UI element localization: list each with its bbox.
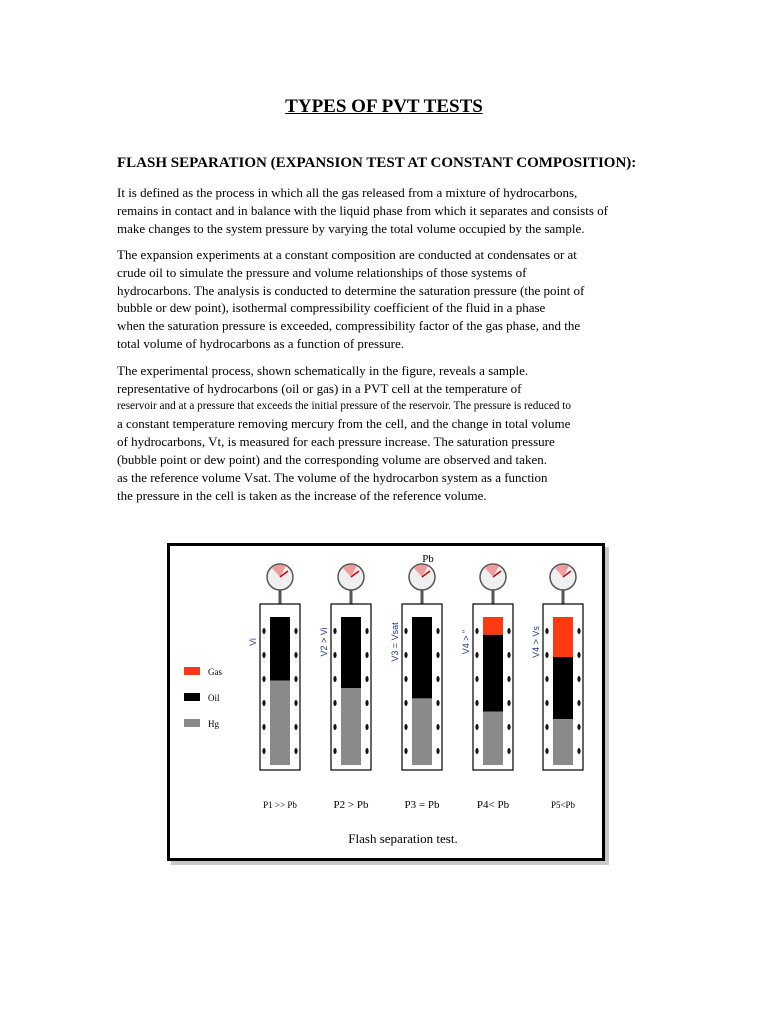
- volume-label: V2 > Vi: [319, 627, 329, 657]
- volume-label: V3 = Vsat: [390, 622, 400, 662]
- legend-label-gas: Gas: [208, 667, 222, 677]
- paragraph-line: remains in contact and in balance with the liquid phase from which it separates and consists of: [117, 202, 608, 218]
- pressure-label: P1 >> Pb: [263, 800, 297, 810]
- bolt-icon: [365, 748, 368, 754]
- mercury-phase: [553, 719, 573, 765]
- pressure-label: P5<Pb: [550, 800, 576, 810]
- pvt-cell: [248, 564, 300, 770]
- pvt-cell: [461, 564, 513, 770]
- bolt-icon: [545, 676, 548, 682]
- bolt-icon: [404, 748, 407, 754]
- pressure-label: P4< Pb: [476, 799, 510, 811]
- bolt-icon: [577, 700, 580, 706]
- gas-phase: [483, 617, 503, 635]
- bolt-icon: [436, 628, 439, 634]
- pvt-cell: [531, 564, 583, 770]
- bolt-icon: [333, 628, 336, 634]
- paragraph-line: when the saturation pressure is exceeded, compressibility factor of the gas phase, and the: [117, 318, 581, 334]
- bolt-icon: [475, 676, 478, 682]
- paragraph-line: bubble or dew point), isothermal compressibility coefficient of the fluid in a phase: [117, 300, 546, 316]
- bolt-icon: [577, 724, 580, 730]
- page-title: TYPES OF PVT TESTS: [285, 96, 483, 117]
- oil-phase: [341, 617, 361, 688]
- volume-label: V4 > ": [461, 629, 471, 655]
- bolt-icon: [577, 748, 580, 754]
- bolt-icon: [507, 652, 510, 658]
- mercury-phase: [412, 698, 432, 765]
- bolt-icon: [333, 748, 336, 754]
- bolt-icon: [475, 748, 478, 754]
- bolt-icon: [333, 724, 336, 730]
- legend-label-oil: Oil: [208, 693, 220, 703]
- paragraph-line: The expansion experiments at a constant composition are conducted at condensates or at: [117, 247, 577, 262]
- paragraph-experimental-process: [117, 362, 571, 504]
- bolt-icon: [507, 700, 510, 706]
- bolt-icon: [294, 652, 297, 658]
- section-heading: FLASH SEPARATION (EXPANSION TEST AT CONSTANT COMPOSITION):: [117, 155, 637, 171]
- bolt-icon: [404, 628, 407, 634]
- bolt-icon: [475, 700, 478, 706]
- paragraph-expansion-experiments: [117, 246, 584, 353]
- paragraph-line: reservoir and at a pressure that exceeds the initial pressure of the reservoir. The pressure is reduced to: [117, 399, 571, 412]
- pressure-label: P3 = Pb: [404, 799, 440, 811]
- bolt-icon: [507, 628, 510, 634]
- bolt-icon: [436, 652, 439, 658]
- legend-swatch-hg: [184, 719, 200, 727]
- bolt-icon: [365, 724, 368, 730]
- paragraph-line: as the reference volume Vsat. The volume of the hydrocarbon system as a function: [117, 469, 548, 485]
- paragraph-line: a constant temperature removing mercury from the cell, and the change in total volume: [117, 416, 571, 432]
- bolt-icon: [294, 748, 297, 754]
- bolt-icon: [577, 676, 580, 682]
- bolt-icon: [404, 652, 407, 658]
- bolt-icon: [365, 652, 368, 658]
- oil-phase: [483, 635, 503, 712]
- bolt-icon: [262, 724, 265, 730]
- bolt-icon: [577, 652, 580, 658]
- paragraph-line: It is defined as the process in which all the gas released from a mixture of hydrocarbons,: [117, 185, 578, 200]
- bolt-icon: [294, 700, 297, 706]
- paragraph-line: of hydrocarbons, Vt, is measured for each pressure increase. The saturation pressure: [117, 434, 555, 450]
- pvt-cell: [390, 564, 442, 770]
- paragraph-line: The experimental process, shown schematically in the figure, reveals a sample.: [117, 363, 529, 378]
- bolt-icon: [262, 676, 265, 682]
- gas-phase: [553, 617, 573, 657]
- volume-label: Vi: [248, 638, 258, 646]
- paragraph-definition: [117, 184, 608, 237]
- mercury-phase: [341, 688, 361, 765]
- legend-swatch-oil: [184, 693, 200, 701]
- pvt-cell: [319, 564, 371, 770]
- bolt-icon: [436, 724, 439, 730]
- saturation-pressure-label: Pb: [422, 553, 434, 565]
- bolt-icon: [436, 748, 439, 754]
- bolt-icon: [545, 628, 548, 634]
- bolt-icon: [436, 700, 439, 706]
- bolt-icon: [545, 724, 548, 730]
- bolt-icon: [475, 724, 478, 730]
- bolt-icon: [475, 652, 478, 658]
- bolt-icon: [262, 628, 265, 634]
- bolt-icon: [545, 652, 548, 658]
- bolt-icon: [262, 700, 265, 706]
- legend-label-hg: Hg: [208, 719, 219, 729]
- volume-label: V4 > Vs: [531, 626, 541, 658]
- bolt-icon: [507, 676, 510, 682]
- bolt-icon: [333, 652, 336, 658]
- bolt-icon: [404, 700, 407, 706]
- bolt-icon: [545, 748, 548, 754]
- bolt-icon: [404, 724, 407, 730]
- paragraph-line: hydrocarbons. The analysis is conducted to determine the saturation pressure (the point of: [117, 282, 585, 298]
- pvt-figure: [167, 543, 605, 861]
- paragraph-line: (bubble point or dew point) and the corresponding volume are observed and taken.: [117, 451, 547, 467]
- figure-caption: Flash separation test.: [348, 831, 458, 846]
- pvt-cell-diagram: [170, 546, 602, 858]
- paragraph-line: representative of hydrocarbons (oil or gas) in a PVT cell at the temperature of: [117, 380, 522, 396]
- paragraph-line: make changes to the system pressure by varying the total volume occupied by the sample.: [117, 220, 585, 236]
- pressure-label: P2 > Pb: [333, 799, 369, 811]
- mercury-phase: [483, 712, 503, 765]
- bolt-icon: [507, 724, 510, 730]
- oil-phase: [412, 617, 432, 698]
- bolt-icon: [545, 700, 548, 706]
- mercury-phase: [270, 681, 290, 765]
- bolt-icon: [262, 652, 265, 658]
- bolt-icon: [365, 628, 368, 634]
- bolt-icon: [365, 676, 368, 682]
- bolt-icon: [294, 676, 297, 682]
- oil-phase: [270, 617, 290, 681]
- oil-phase: [553, 657, 573, 719]
- bolt-icon: [475, 628, 478, 634]
- bolt-icon: [365, 700, 368, 706]
- legend-swatch-gas: [184, 667, 200, 675]
- paragraph-line: total volume of hydrocarbons as a function of pressure.: [117, 335, 405, 351]
- bolt-icon: [577, 628, 580, 634]
- bolt-icon: [294, 724, 297, 730]
- bolt-icon: [262, 748, 265, 754]
- bolt-icon: [294, 628, 297, 634]
- bolt-icon: [333, 676, 336, 682]
- bolt-icon: [404, 676, 407, 682]
- paragraph-line: the pressure in the cell is taken as the increase of the reference volume.: [117, 487, 487, 503]
- bolt-icon: [333, 700, 336, 706]
- bolt-icon: [436, 676, 439, 682]
- paragraph-line: crude oil to simulate the pressure and volume relationships of those systems of: [117, 264, 527, 280]
- bolt-icon: [507, 748, 510, 754]
